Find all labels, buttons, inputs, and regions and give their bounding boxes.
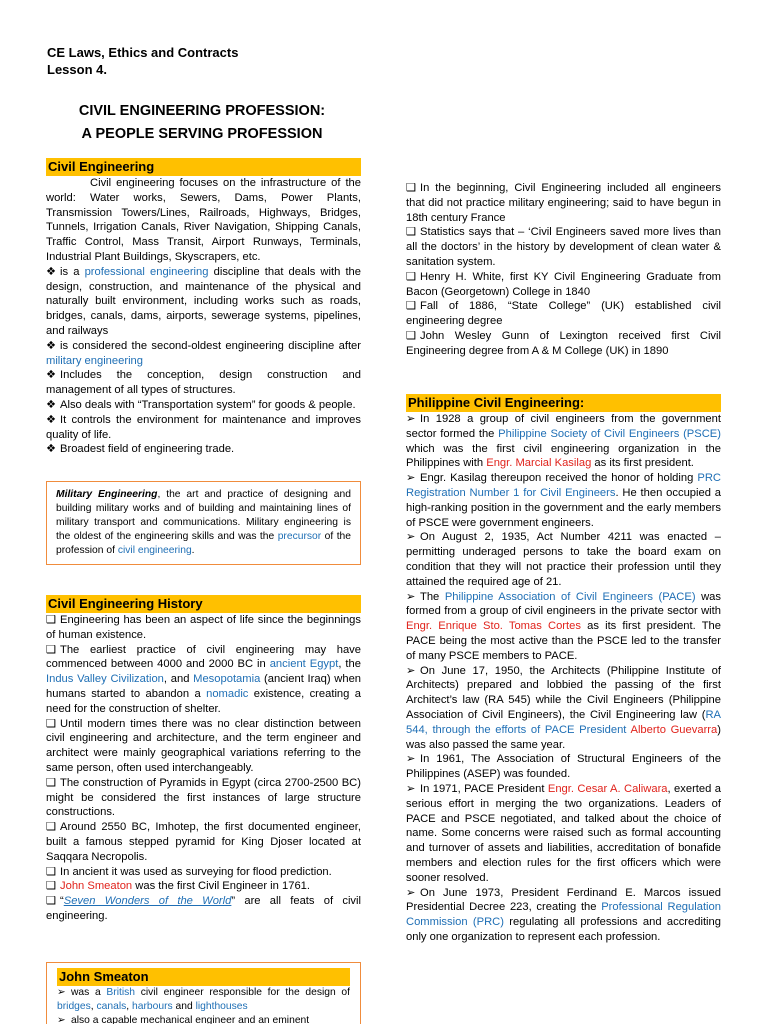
section-heading-philippine: Philippine Civil Engineering: [406,394,721,412]
bullet-item: ❖ It controls the environment for maintenance and improves quality of life. [46,413,361,441]
section-heading-civil-engineering: Civil Engineering [46,158,361,176]
history-item: ❑ Engineering has been an aspect of life since the beginnings of human existence. [46,614,361,641]
military-engineering-link[interactable]: military engineering [46,354,144,367]
lighthouses-link[interactable]: lighthouses [195,1001,248,1012]
philippine-item: ➢ On June 1973, President Ferdinand E. Marcos issued Presidential Decree 223, creating the Professional Regulation Commission (PRC) regulating all professions and accrediting only one organization to represent each profession. [406,886,721,943]
psce-link[interactable]: Philippine Society of Civil Engineers (PSCE) [498,427,721,440]
title-line-2: A PEOPLE SERVING PROFESSION [81,126,323,142]
history-section [46,595,361,924]
history-item: ❑ In ancient it was used as surveying for flood prediction. [46,865,332,878]
document-header [47,44,238,78]
philippine-item: ➢ In 1928 a group of civil engineers from the government sector formed the Philippine Society of Civil Engineers (PSCE) which was the first civil engineering organization in the Philippines with Engr. Marcial Kasilag as its first president. [406,413,721,470]
philippine-item: ➢ Engr. Kasilag thereupon received the honor of holding PRC Registration Number 1 for Civil Engineers. He then occupied a high-ranking position in the government and the early members of PSCE were government engineers. [406,472,722,529]
harbours-link[interactable]: harbours [132,1001,173,1012]
smeaton-item: ➢ also a capable mechanical engineer and an eminent [57,1015,310,1024]
bullet-item: ❖ Includes the conception, design construction and management of all types of structures. [46,369,361,397]
intro-paragraph: Civil engineering focuses on the infrastructure of the world: Water works, Sewers, Dams, Power Plants, Transmission Towers/Lines, Railroads, Highways, Bridges, Tunnels, Irrigation Canals, River Navigation, Shipping Canals, Traffic Control, Mass Transit, Airport Runways, Terminals, Industrial Plant Buildings, Skyscrapers, etc. [46,177,361,263]
john-smeaton-box [46,962,361,1024]
history-item: ❑ In the beginning, Civil Engineering included all engineers that did not practice military engineering; said to have begun in 18th century France [406,182,721,224]
nomadic-link[interactable]: nomadic [206,687,249,700]
guevarra-name: Alberto Guevarra [630,723,718,736]
cortes-name: Engr. Enrique Sto. Tomas Cortes [406,620,581,633]
history-item: ❑ The construction of Pyramids in Egypt (circa 2700-2500 BC) might be considered the first instances of large structure constructions. [46,776,361,819]
history-item: ❑ Fall of 1886, “State College” (UK) established civil engineering degree [406,300,721,328]
right-history-section [406,181,721,359]
history-item: ❑ “Seven Wonders of the World” are all feats of civil engineering. [46,895,361,922]
ra544-link[interactable]: RA 544, through the efforts of PACE President [406,708,721,736]
history-item: ❑ Henry H. White, first KY Civil Engineering Graduate from Bacon (Georgetown) College in 1840 [406,270,721,298]
indus-valley-link[interactable]: Indus Valley Civilization [46,673,164,686]
bullet-item: ❖ Also deals with “Transportation system” for goods & people. [46,398,356,411]
caliwara-name: Engr. Cesar A. Caliwara [547,782,668,795]
prc-link[interactable]: Professional Regulation Commission (PRC) [406,901,721,929]
philippine-section [406,394,721,945]
precursor-link[interactable]: precursor [277,531,322,542]
civil-engineering-link[interactable]: civil engineering [117,545,192,556]
british-link[interactable]: British [106,987,136,998]
ancient-egypt-link[interactable]: ancient Egypt [269,658,339,671]
lesson-number: Lesson 4. [47,62,107,77]
course-title: CE Laws, Ethics and Contracts [47,45,239,60]
john-smeaton-name: John Smeaton [60,880,133,893]
military-engineering-box: Military Engineering, the art and practice of designing and building military works and of building and maintaining lines of military transport and communications. Military engineering is the oldest of the engineering skills and was the precursor of the profession of civil engineering. [46,481,361,565]
philippine-item: ➢ On August 2, 1935, Act Number 4211 was enacted – permitting underaged persons to take the board exam on condition that they will not practice their profession until they attained the required age of 21. [406,531,721,588]
philippine-item: ➢ The Philippine Association of Civil Engineers (PACE) was formed from a group of civil engineers in the private sector with Engr. Enrique Sto. Tomas Cortes as its first president. The PACE being the most active than the PSCE led to the transfer of many PSCE members to PACE. [406,590,721,662]
military-engineering-term: Military Engineering [56,489,158,500]
bullet-item: ❖ is considered the second-oldest engineering discipline after military engineering [46,339,361,367]
section-heading-smeaton: John Smeaton [57,968,350,986]
canals-link[interactable]: canals [96,1001,127,1012]
prc-registration-link[interactable]: PRC Registration Number 1 for Civil Engineers [406,472,721,499]
page-title [0,100,404,146]
bullet-item: ❖ is a professional engineering discipline that deals with the design, construction, and maintenance of the physical and naturally built environment, including works such as roads, bridges, canals, dams, airports, sewerage systems, pipelines, and railways [46,265,361,337]
history-item: ❑ The earliest practice of civil engineering may have commenced between 4000 and 2000 BC in ancient Egypt, the Indus Valley Civilization, and Mesopotamia (ancient Iraq) when humans started to abandon a nomadic existence, creating a need for the construction of shelter. [46,643,362,715]
history-item: ❑ John Wesley Gunn of Lexington received first Civil Engineering degree from A & M College (UK) in 1890 [406,329,721,357]
professional-engineering-link[interactable]: professional engineering [84,265,209,278]
history-item: ❑ John Smeaton was the first Civil Engineer in 1761. [46,880,310,893]
title-line-1: CIVIL ENGINEERING PROFESSION: [78,103,326,119]
pace-link[interactable]: Philippine Association of Civil Engineers (PACE) [444,590,696,603]
section-heading-history: Civil Engineering History [46,595,361,613]
history-item: ❑ Until modern times there was no clear distinction between civil engineering and architecture, and the term engineer and architect were mainly geographical variations referring to the same person, often used interchangeably. [46,717,361,774]
civil-engineering-section [46,158,361,457]
kasilag-name: Engr. Marcial Kasilag [486,457,592,470]
bullet-item: ❖ Broadest field of engineering trade. [46,443,235,456]
bridges-link[interactable]: bridges [57,1001,91,1012]
philippine-item: ➢ On June 17, 1950, the Architects (Philippine Institute of Architects) prepared and lobbied the passing of the first Architect’s law (RA 545) while the Civil Engineers (Philippine Association of Civil Engineers), the Civil Engineering law (RA 544, through the efforts of PACE President Alberto Guevarra) was also passed the same year. [406,664,721,751]
mesopotamia-link[interactable]: Mesopotamia [193,673,261,686]
philippine-item: ➢ In 1961, The Association of Structural Engineers of the Philippines (ASEP) was founded. [406,753,721,781]
philippine-item: ➢ In 1971, PACE President Engr. Cesar A. Caliwara, exerted a serious effort in merging the two organizations. Leaders of PACE and PSCE negotiated, and talked about the choice of name. Some concerns were raised such as formal accounting and turnover of assets and liabilities, accreditation of bonafide members and election rules for the first officers which were sooner resolved. [406,782,721,884]
history-item: ❑ Around 2550 BC, Imhotep, the first documented engineer, built a famous stepped pyramid for King Djoser located at Saqqara Necropolis. [46,821,361,863]
seven-wonders-link[interactable]: Seven Wonders of the World [63,895,232,908]
smeaton-item: ➢ was a British civil engineer responsible for the design of bridges, canals, harbours and lighthouses [57,987,350,1012]
history-item: ❑ Statistics says that – ‘Civil Engineers saved more lives than all the doctors’ in the history by development of clean water & sanitation system. [406,226,721,268]
